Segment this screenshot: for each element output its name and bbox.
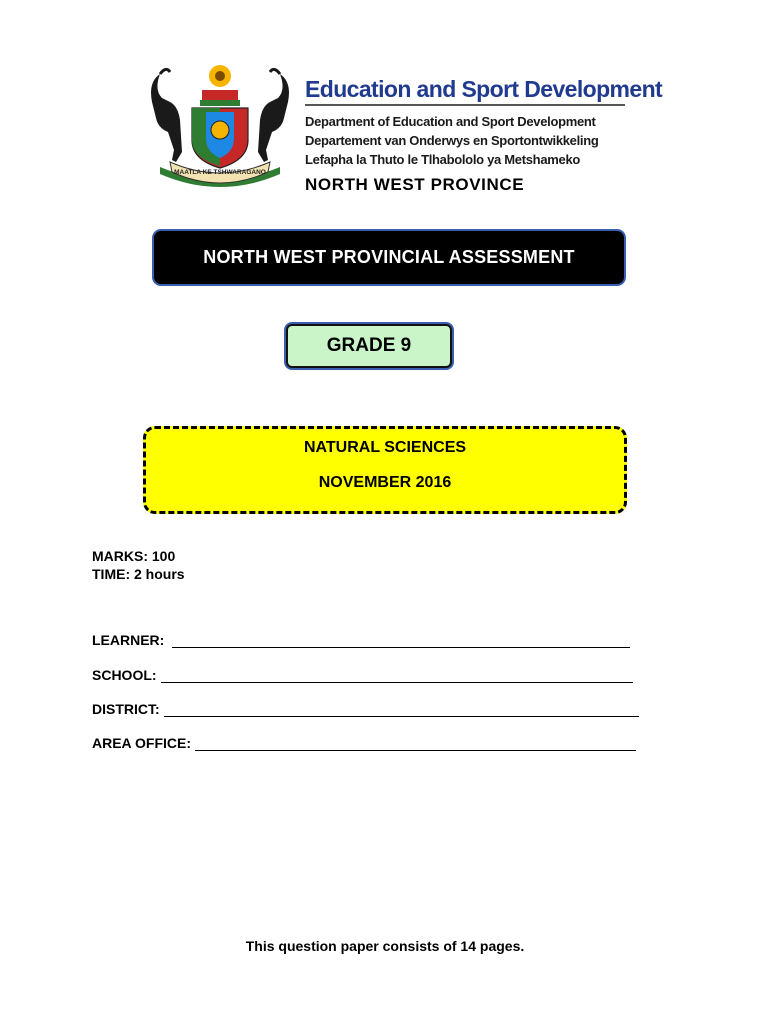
district-label: DISTRICT: — [92, 701, 160, 717]
area-office-label: AREA OFFICE: — [92, 735, 192, 751]
school-input-line[interactable] — [161, 668, 633, 683]
learner-label: LEARNER: — [92, 632, 169, 648]
department-name-setswana: Lefapha la Thuto le Tlhabololo ya Metshameko — [305, 152, 581, 167]
grade-label: GRADE 9 — [286, 324, 452, 368]
department-title: Education and Sport Development — [305, 76, 625, 106]
crest-motto: MAATLA KE TSHWARAGANO — [174, 169, 266, 176]
district-field[interactable] — [92, 699, 639, 717]
exam-meta — [92, 547, 185, 583]
area-office-input-line[interactable] — [195, 736, 636, 751]
province-name: NORTH WEST PROVINCE — [305, 175, 525, 194]
school-field[interactable] — [92, 665, 633, 683]
assessment-title: NORTH WEST PROVINCIAL ASSESSMENT — [154, 231, 624, 284]
exam-date: NOVEMBER 2016 — [318, 474, 452, 491]
department-block — [305, 76, 663, 195]
page-count-note: This question paper consists of 14 pages. — [245, 938, 525, 954]
coat-of-arms-icon — [140, 62, 300, 197]
time-label: TIME: 2 hours — [92, 566, 185, 582]
learner-field[interactable] — [92, 630, 630, 648]
subject-box — [143, 426, 627, 514]
school-label: SCHOOL: — [92, 667, 157, 683]
learner-input-line[interactable] — [172, 633, 630, 648]
department-name-english: Department of Education and Sport Development — [305, 114, 596, 129]
marks-label: MARKS: 100 — [92, 548, 176, 564]
department-name-afrikaans: Departement van Onderwys en Sportontwikkeling — [305, 133, 599, 148]
area-office-field[interactable] — [92, 733, 636, 751]
letterhead — [140, 62, 663, 202]
subject-name: NATURAL SCIENCES — [303, 439, 467, 456]
district-input-line[interactable] — [164, 702, 639, 717]
